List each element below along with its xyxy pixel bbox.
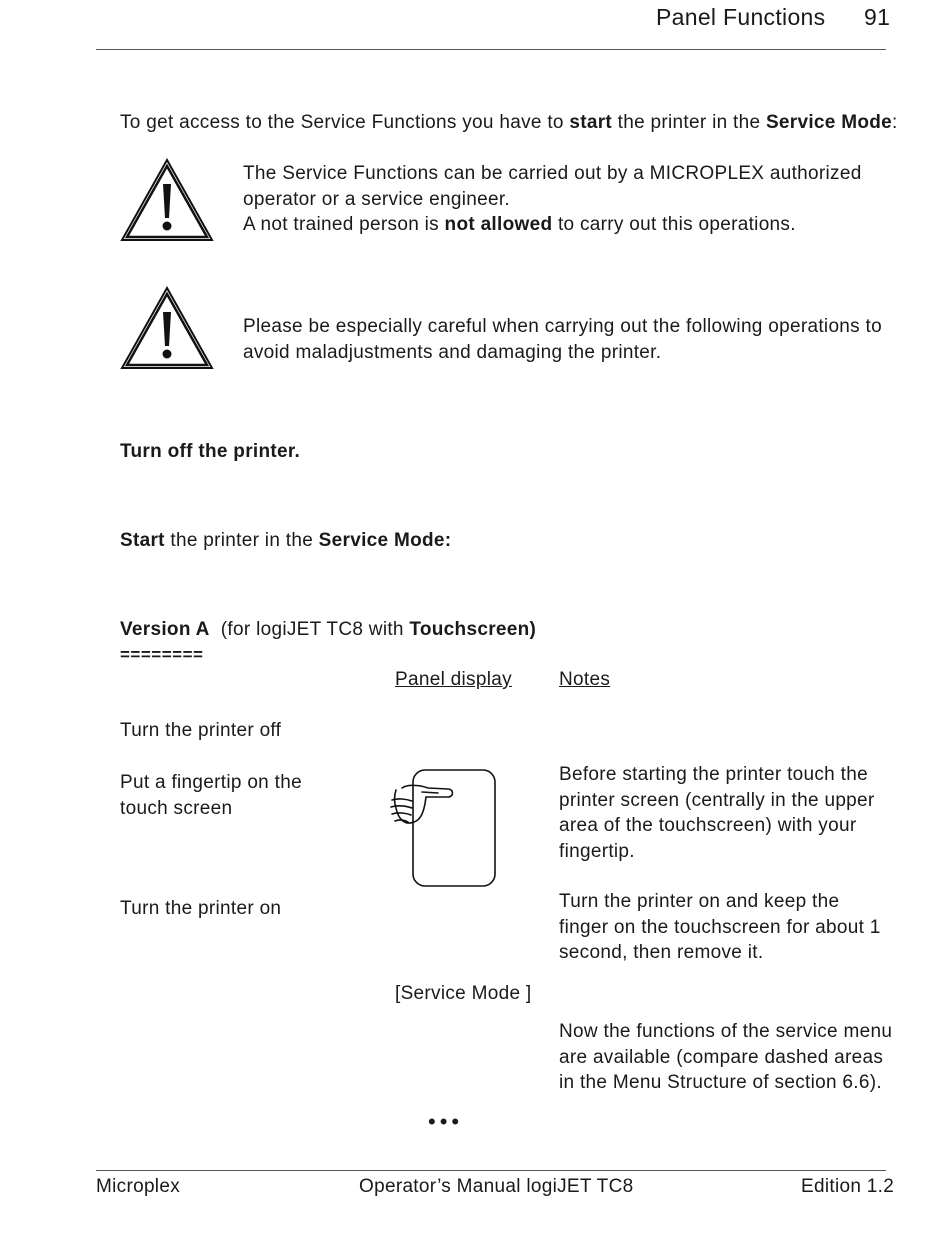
row3-action: Turn the printer on	[120, 898, 282, 919]
row2-note-line4: fingertip.	[559, 840, 635, 862]
row2-action-line1: Put a fingertip on the	[120, 772, 302, 793]
row3-note-line3: second, then remove it.	[559, 942, 764, 963]
footer-center: Operator’s Manual logiJET TC8	[359, 1176, 634, 1197]
header-page-number: 91	[864, 4, 891, 30]
row2-action	[120, 770, 302, 821]
row1-action: Turn the printer off	[120, 720, 282, 741]
start-bold: Start	[120, 530, 165, 551]
warning2-line1: Please be especially careful when carrying out the following operations to	[243, 316, 883, 337]
warning1-line3-bold: not allowed	[444, 214, 553, 235]
continuation-dots: •••	[428, 1109, 464, 1134]
warning1-line3	[243, 212, 862, 238]
warning1-line1: The Service Functions can be carried out by a MICROPLEX authorized	[243, 163, 862, 184]
footer-right: Edition 1.2	[801, 1176, 895, 1197]
intro-text-1: To get access to the Service Functions you have to	[120, 112, 570, 133]
warning1-line2: operator or a service engineer.	[243, 188, 511, 210]
warning1-line3-text-a: A not trained person is	[243, 214, 445, 235]
header-rule	[96, 49, 886, 50]
intro-text-3: :	[892, 112, 898, 133]
row4-note	[559, 1019, 892, 1096]
row4-note-line3: in the Menu Structure of section 6.6).	[559, 1072, 882, 1093]
warning-triangle-icon	[120, 158, 214, 242]
row2-note-line1: Before starting the printer touch the	[559, 764, 868, 785]
column-header-notes: Notes	[559, 669, 611, 690]
row3-note	[559, 889, 881, 966]
footer-left: Microplex	[96, 1176, 180, 1197]
warning-triangle-icon	[120, 286, 214, 370]
header-section-title: Panel Functions	[656, 4, 826, 30]
version-underline: ========	[120, 645, 204, 664]
row3-note-line2: finger on the touchscreen for about 1	[559, 916, 881, 938]
start-service-mode-heading	[120, 530, 451, 552]
row2-note	[559, 762, 875, 864]
row4-note-line2: are available (compare dashed areas	[559, 1046, 884, 1068]
row2-note-line2: printer screen (centrally in the upper	[559, 789, 875, 811]
version-text: (for logiJET TC8 with	[209, 619, 410, 640]
start-service-mode-bold: Service Mode:	[318, 530, 452, 551]
warning2-line2: avoid maladjustments and damaging the printer.	[243, 341, 662, 363]
touchscreen-finger-illustration	[386, 766, 500, 892]
row2-note-line3: area of the touchscreen) with your	[559, 815, 857, 836]
warning1-line3-text-b: to carry out this operations.	[552, 214, 796, 235]
intro-paragraph	[120, 112, 898, 134]
version-heading	[120, 619, 536, 641]
version-label: Version A	[120, 619, 210, 640]
pointing-hand-icon	[391, 785, 453, 823]
column-header-panel-display: Panel display	[395, 669, 512, 690]
intro-text-2: the printer in the	[612, 112, 766, 133]
start-text: the printer in the	[164, 530, 319, 551]
panel-display-service-mode: [Service Mode ]	[395, 983, 532, 1004]
intro-bold-start: start	[569, 112, 613, 133]
intro-bold-service-mode: Service Mode	[765, 112, 893, 133]
warning2-text	[243, 314, 882, 365]
step-turn-off-heading: Turn off the printer.	[120, 441, 301, 462]
footer-rule	[96, 1170, 886, 1171]
version-touchscreen-bold: Touchscreen)	[409, 619, 537, 640]
row4-note-line1: Now the functions of the service menu	[559, 1021, 893, 1042]
warning1-text	[243, 161, 862, 238]
row2-action-line2: touch screen	[120, 797, 233, 819]
row3-note-line1: Turn the printer on and keep the	[559, 891, 840, 912]
